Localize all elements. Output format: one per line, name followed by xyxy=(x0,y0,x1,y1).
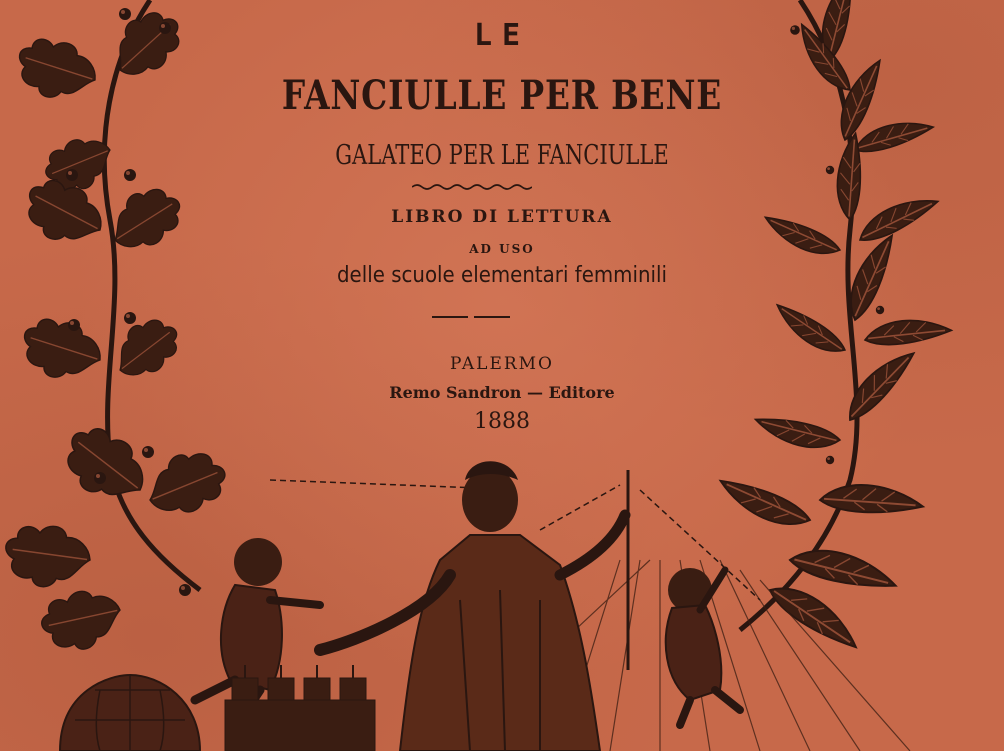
audience-line: delle scuole elementari femminili xyxy=(336,263,668,288)
cover-subtitle: GALATEO PER LE FANCIULLE xyxy=(335,140,669,171)
publisher-city: PALERMO xyxy=(450,354,554,374)
cherub-right xyxy=(666,568,740,725)
publication-year: 1888 xyxy=(474,409,530,434)
laurel-wreath-left xyxy=(0,0,233,656)
book-type: LIBRO DI LETTURA xyxy=(391,207,613,227)
cover-article: LE xyxy=(473,18,531,53)
publisher-name: Remo Sandron — Editore xyxy=(389,383,615,402)
globe xyxy=(60,675,200,751)
laurel-wreath-right xyxy=(715,0,952,660)
telegraph-apparatus xyxy=(225,665,375,751)
cover-title: FANCIULLE PER BENE xyxy=(281,72,723,119)
ad-uso-label: AD USO xyxy=(469,242,535,256)
